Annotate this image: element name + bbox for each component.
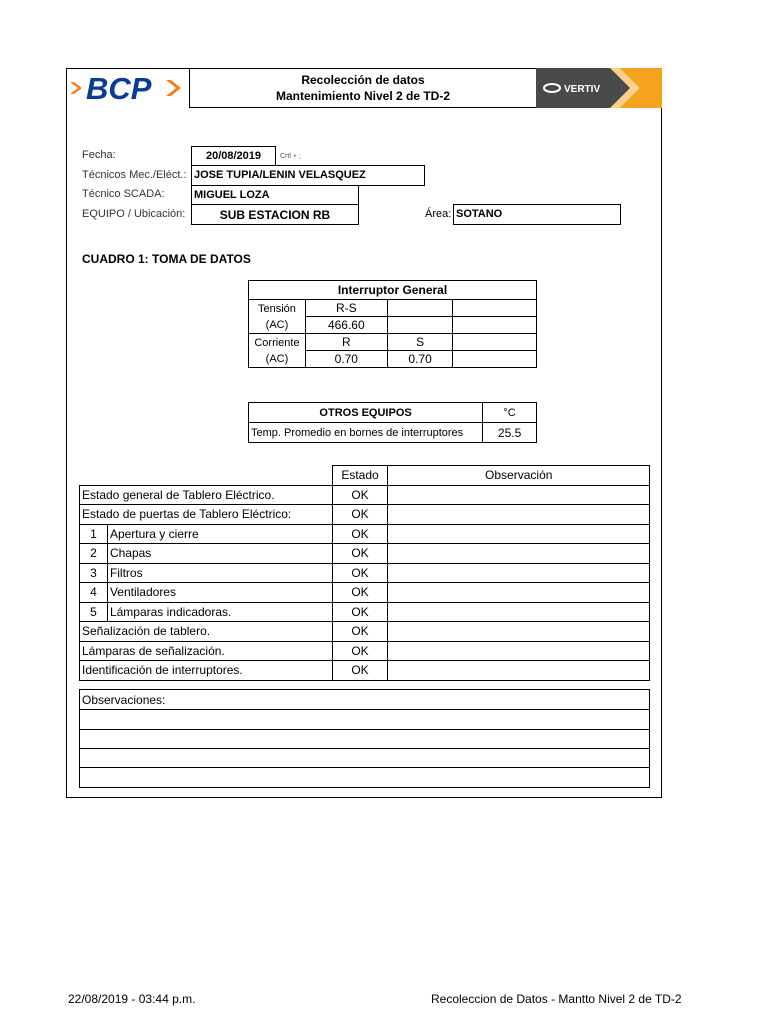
fecha-label: Fecha: bbox=[82, 149, 116, 161]
otros-row-label: Temp. Promedio en bornes de interruptores bbox=[249, 423, 483, 443]
estado-row-label: Identificación de interruptores. bbox=[80, 661, 333, 681]
corriente-header-s: S bbox=[387, 334, 453, 351]
estado-row-label: Lámparas indicadoras. bbox=[107, 602, 332, 622]
col-estado: Estado bbox=[332, 466, 388, 486]
estado-row-number: 5 bbox=[80, 602, 108, 622]
otros-title: OTROS EQUIPOS bbox=[249, 403, 483, 423]
observacion-cell[interactable] bbox=[388, 622, 650, 642]
corriente-value-s[interactable]: 0.70 bbox=[387, 351, 453, 368]
col-observacion: Observación bbox=[388, 466, 650, 486]
bcp-logo bbox=[66, 68, 190, 108]
cuadro-title: CUADRO 1: TOMA DE DATOS bbox=[82, 252, 251, 266]
estado-row bbox=[80, 485, 650, 505]
observacion-cell[interactable] bbox=[388, 602, 650, 622]
estado-table bbox=[79, 465, 650, 681]
equipo-field[interactable]: SUB ESTACION RB bbox=[191, 204, 359, 225]
corriente-header-r: R bbox=[305, 334, 387, 351]
estado-row-label: Apertura y cierre bbox=[107, 524, 332, 544]
corriente-value-r[interactable]: 0.70 bbox=[305, 351, 387, 368]
scada-field[interactable]: MIGUEL LOZA bbox=[191, 185, 359, 205]
area-field[interactable]: SOTANO bbox=[453, 204, 621, 225]
estado-row-label: Filtros bbox=[107, 563, 332, 583]
estado-row-number: 2 bbox=[80, 544, 108, 564]
brand-text: VERTIV bbox=[564, 84, 601, 95]
estado-value[interactable]: OK bbox=[332, 602, 388, 622]
estado-value[interactable]: OK bbox=[332, 641, 388, 661]
estado-row bbox=[80, 524, 650, 544]
otros-equipos-table bbox=[248, 402, 537, 443]
estado-row-label: Lámparas de señalización. bbox=[80, 641, 333, 661]
estado-row bbox=[80, 563, 650, 583]
footer-title: Recoleccion de Datos - Mantto Nivel 2 de TD-2 bbox=[431, 992, 682, 1006]
observaciones-line[interactable] bbox=[80, 730, 650, 749]
tension-value[interactable]: 466.60 bbox=[305, 317, 387, 334]
estado-row bbox=[80, 641, 650, 661]
estado-row-label: Estado de puertas de Tablero Eléctrico: bbox=[80, 505, 333, 525]
observacion-cell[interactable] bbox=[388, 661, 650, 681]
estado-value[interactable]: OK bbox=[332, 544, 388, 564]
observacion-cell[interactable] bbox=[388, 524, 650, 544]
observacion-cell[interactable] bbox=[388, 505, 650, 525]
estado-row-label: Señalización de tablero. bbox=[80, 622, 333, 642]
estado-value[interactable]: OK bbox=[332, 505, 388, 525]
observacion-cell[interactable] bbox=[388, 641, 650, 661]
estado-value[interactable]: OK bbox=[332, 524, 388, 544]
interruptor-table bbox=[248, 280, 537, 368]
estado-value[interactable]: OK bbox=[332, 661, 388, 681]
fecha-hint: Crtl + ; bbox=[280, 153, 301, 160]
estado-value[interactable]: OK bbox=[332, 485, 388, 505]
observacion-cell[interactable] bbox=[388, 583, 650, 603]
empty-cell bbox=[453, 300, 537, 317]
observacion-cell[interactable] bbox=[388, 485, 650, 505]
empty-cell bbox=[453, 334, 537, 351]
observaciones-line[interactable] bbox=[80, 710, 650, 730]
tension-header: R-S bbox=[305, 300, 387, 317]
estado-row-label: Chapas bbox=[107, 544, 332, 564]
logo-text: BCP bbox=[86, 71, 152, 106]
estado-row bbox=[80, 505, 650, 525]
observacion-cell[interactable] bbox=[388, 544, 650, 564]
estado-row-label: Ventiladores bbox=[107, 583, 332, 603]
empty-cell bbox=[387, 300, 453, 317]
form-title bbox=[190, 68, 536, 108]
estado-row bbox=[80, 622, 650, 642]
scada-label: Técnico SCADA: bbox=[82, 188, 165, 200]
tecnicos-field[interactable]: JOSE TUPIA/LENIN VELASQUEZ bbox=[191, 165, 425, 186]
estado-row-label: Estado general de Tablero Eléctrico. bbox=[80, 485, 333, 505]
observacion-cell[interactable] bbox=[388, 563, 650, 583]
title-line-2: Mantenimiento Nivel 2 de TD-2 bbox=[275, 89, 451, 103]
otros-unit: °C bbox=[483, 403, 537, 423]
observaciones-label: Observaciones: bbox=[80, 690, 650, 710]
estado-value[interactable]: OK bbox=[332, 622, 388, 642]
estado-row-number: 3 bbox=[80, 563, 108, 583]
otros-row-value[interactable]: 25.5 bbox=[483, 423, 537, 443]
corriente-label: Corriente (AC) bbox=[249, 334, 306, 368]
fecha-field[interactable]: 20/08/2019 bbox=[191, 146, 276, 166]
observaciones-line[interactable] bbox=[80, 768, 650, 788]
vertiv-logo bbox=[536, 68, 662, 108]
observaciones-line[interactable] bbox=[80, 749, 650, 768]
footer-date: 22/08/2019 - 03:44 p.m. bbox=[68, 992, 196, 1006]
estado-value[interactable]: OK bbox=[332, 583, 388, 603]
empty-corner bbox=[80, 466, 333, 486]
bcp-logo-graphic bbox=[66, 68, 190, 108]
estado-row bbox=[80, 583, 650, 603]
area-label: Área: bbox=[425, 208, 452, 220]
estado-row-number: 4 bbox=[80, 583, 108, 603]
observaciones-table bbox=[79, 689, 650, 788]
empty-cell bbox=[387, 317, 453, 334]
estado-value[interactable]: OK bbox=[332, 563, 388, 583]
estado-row bbox=[80, 602, 650, 622]
empty-cell bbox=[453, 317, 537, 334]
title-line-1: Recolección de datos bbox=[301, 73, 425, 87]
interruptor-title: Interruptor General bbox=[249, 281, 537, 300]
estado-row-number: 1 bbox=[80, 524, 108, 544]
tension-label: Tensión (AC) bbox=[249, 300, 306, 334]
tecnicos-label: Técnicos Mec./Eléct.: bbox=[82, 169, 187, 181]
estado-row bbox=[80, 661, 650, 681]
empty-cell bbox=[453, 351, 537, 368]
estado-row bbox=[80, 544, 650, 564]
equipo-label: EQUIPO / Ubicación: bbox=[82, 208, 186, 220]
